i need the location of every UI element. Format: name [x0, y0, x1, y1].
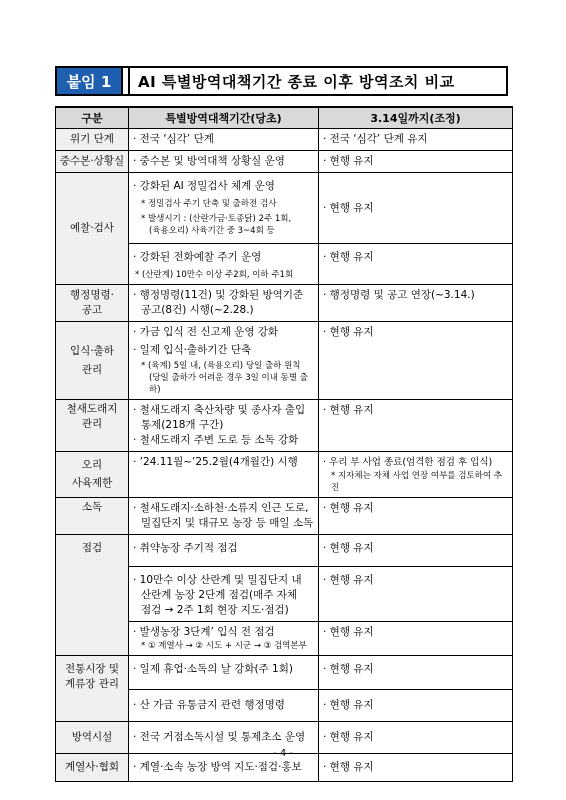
row-category [56, 656, 129, 722]
category-line: 행정명령· [70, 289, 114, 301]
table-row [56, 322, 513, 400]
note-text: * (육계) 5일 내, (육용오리) 당일 출하 원칙 [141, 361, 301, 371]
table-row [56, 151, 513, 173]
row-category: 중수본·상황실 [56, 151, 129, 173]
table-row [56, 535, 513, 567]
row-category: 소독 [56, 498, 129, 535]
bullet-text: · 가금 입식 전 신고제 운영 강화 [133, 326, 279, 338]
row-original [129, 173, 319, 244]
title-bar [55, 66, 508, 96]
bullet-text: · 행정명령(11건) 및 강화된 방역기준 [133, 289, 304, 301]
bullet-text: · 철새도래지·소하천·소류지 인근 도로, [133, 502, 309, 514]
row-original: · ’24.11월~’25.2월(4개월간) 시행 [129, 452, 319, 498]
row-category: 계열사·협회 [56, 754, 129, 782]
row-original: · 취약농장 주기적 점검 [129, 535, 319, 567]
table-row [56, 129, 513, 151]
bullet-text: 통제(218개 구간) [141, 419, 224, 431]
table-row [56, 656, 513, 690]
note-text: * 지자체는 자체 사업 연장 여부를 검토하여 추진 [331, 471, 502, 493]
category-line: 계류장 관리 [64, 678, 120, 690]
header-original: 특별방역대책기간(당초) [129, 107, 319, 129]
row-original [129, 285, 319, 322]
row-original: · 계열·소속 농장 방역 지도·점검·홍보 [129, 754, 319, 782]
row-adjusted: · 현행 유지 [319, 567, 513, 622]
row-adjusted: · 현행 유지 [319, 322, 513, 400]
table-row [56, 285, 513, 322]
category-line: 관리 [81, 418, 103, 430]
table-row [56, 400, 513, 452]
bullet-text: · 10만수 이상 산란계 및 밀집단지 내 [133, 574, 302, 586]
row-adjusted: · 현행 유지 [319, 535, 513, 567]
page-title: AI 특별방역대책기간 종료 이후 방역조치 비교 [138, 72, 455, 91]
row-original [129, 498, 319, 535]
row-adjusted: · 전국 ‘심각’ 단계 유지 [319, 129, 513, 151]
row-original [129, 400, 319, 452]
row-adjusted [319, 452, 513, 498]
row-adjusted: · 현행 유지 [319, 754, 513, 782]
row-original [129, 622, 319, 656]
row-adjusted: · 현행 유지 [319, 622, 513, 656]
row-original [129, 567, 319, 622]
row-adjusted: · 현행 유지 [319, 722, 513, 754]
row-adjusted: · 현행 유지 [319, 656, 513, 690]
attachment-badge: 붙임 1 [57, 68, 123, 94]
row-adjusted: · 현행 유지 [319, 151, 513, 173]
row-adjusted: · 현행 유지 [319, 244, 513, 285]
bullet-text: 밀집단지 및 대규모 농장 등 매일 소독 [141, 517, 314, 529]
bullet-text: · 강화된 AI 정밀검사 체계 운영 [133, 180, 275, 192]
category-line: 오리 [81, 459, 103, 471]
table-row [56, 452, 513, 498]
note-text: (당일 출하가 어려운 경우 3일 이내 동별 출하) [149, 373, 309, 395]
note-text: (육용오리) 사육기간 중 3~4회 등 [149, 226, 275, 236]
header-adjusted: 3.14일까지(조정) [319, 107, 513, 129]
bullet-text: · 발생농장 3단계’ 입식 전 점검 [133, 626, 275, 638]
bullet-text: · 일제 입식·출하기간 단축 [133, 344, 252, 356]
row-original: · 산 가금 유통금지 관련 행정명령 [129, 690, 319, 722]
category-line: 사육제한 [71, 477, 113, 489]
row-original [129, 322, 319, 400]
comparison-table [55, 106, 513, 782]
table-row [56, 173, 513, 244]
category-line: 입식·출하 [70, 344, 114, 357]
note-text: * (산란계) 10만수 이상 주2회, 이하 주1회 [135, 270, 294, 280]
row-original: · 일제 휴업·소독의 날 강화(주 1회) [129, 656, 319, 690]
category-line: 공고 [81, 304, 103, 316]
category-line: 관리 [81, 363, 103, 376]
row-adjusted: · 현행 유지 [319, 173, 513, 244]
page-number: - 4 - [273, 748, 293, 759]
row-category [56, 452, 129, 498]
table-row [56, 498, 513, 535]
row-category: 예찰·검사 [56, 173, 129, 285]
note-text: * 발생시기 : (산란가금·토종닭) 2주 1회, [141, 214, 292, 224]
category-line: 전통시장 및 [64, 663, 120, 675]
title-divider [123, 68, 130, 94]
row-adjusted: · 현행 유지 [319, 498, 513, 535]
category-line: 철새도래지 [66, 403, 118, 415]
note-text: * 정밀검사 주기 단축 및 출하전 검사 [141, 199, 277, 209]
row-original: · 전국 거점소독시설 및 통제초소 운영 [129, 722, 319, 754]
row-category [56, 285, 129, 322]
bullet-text: 공고(8건) 시행(~2.28.) [141, 304, 254, 316]
row-category: 위기 단계 [56, 129, 129, 151]
bullet-text: 점검 → 2주 1회 현장 지도·점검) [141, 604, 289, 616]
row-category: 점검 [56, 535, 129, 656]
row-category [56, 400, 129, 452]
header-category: 구분 [56, 107, 129, 129]
bullet-text: 산란계 농장 2단계 점검(매주 자체 [141, 589, 297, 601]
row-original: · 중수본 및 방역대책 상황실 운영 [129, 151, 319, 173]
row-adjusted: · 현행 유지 [319, 690, 513, 722]
row-category: 방역시설 [56, 722, 129, 754]
bullet-text: · 강화된 전화예찰 주기 운영 [133, 251, 262, 263]
bullet-text: · 우리 부 사업 종료(엄격한 점검 후 입식) [323, 457, 493, 468]
note-text: * ① 계열사 → ② 시도 + 시군 → ③ 검역본부 [141, 641, 307, 651]
row-original [129, 244, 319, 285]
bullet-text: · 철새도래지 축산차량 및 종사자 출입 [133, 404, 306, 416]
row-adjusted: · 행정명령 및 공고 연장(~3.14.) [319, 285, 513, 322]
row-adjusted: · 현행 유지 [319, 400, 513, 452]
row-original: · 전국 ‘심각’ 단계 [129, 129, 319, 151]
bullet-text: · 철새도래지 주변 도로 등 소독 강화 [133, 434, 299, 446]
row-category [56, 322, 129, 400]
